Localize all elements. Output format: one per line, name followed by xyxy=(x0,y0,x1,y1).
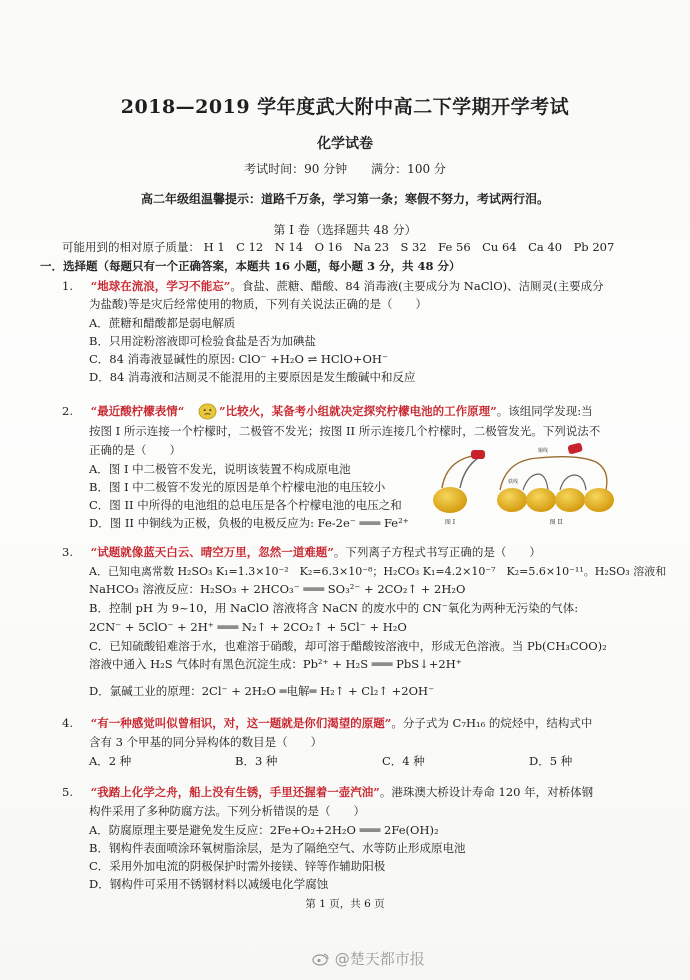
diode-icon xyxy=(471,450,485,459)
exam-title: 2018—2019 学年度武大附中高二下学期开学考试 xyxy=(120,96,570,118)
q3-option-c1: C．已知硫酸铅难溶于水，也难溶于硝酸，却可溶于醋酸铵溶液中，形成无色溶液。当 Pb(CH₃COO)₂ xyxy=(89,639,607,653)
q1-stem-b: 为盐酸)等是灾后经常使用的物质，下列有关说法正确的是（ ） xyxy=(89,297,427,311)
q3-option-b1: B．控制 pH 为 9~10，用 NaClO 溶液将含 NaCN 的废水中的 CN⁻氧化为两种无污染的气体: xyxy=(89,601,579,615)
fig2-label: 图 II xyxy=(549,519,563,526)
question-5 xyxy=(62,785,593,800)
q3-number: 3. xyxy=(62,545,73,559)
q3-option-a1: A．已知电离常数 H₂SO₃ K₁=1.3×10⁻² K₂=6.3×10⁻⁸；H₂CO₃ K₁=4.2×10⁻⁷ K₂=5.6×10⁻¹¹。H₂SO₃ 溶液和 xyxy=(89,565,667,578)
fig1-label: 图 I xyxy=(444,519,456,526)
q2-stem-b: 按图 I 所示连接一个柠檬时，二极管不发光；按图 II 所示连接几个柠檬时，二极管发光。下列说法不 xyxy=(89,424,601,438)
q5-stem-b: 构件采用了多种防腐方法。下列分析错误的是（ ） xyxy=(89,804,365,818)
q2-option-b: B．图 I 中二极管不发光的原因是单个柠檬电池的电压较小 xyxy=(89,480,386,494)
question-1 xyxy=(62,279,604,294)
q5-quote: “我踏上化学之舟，船上没有生锈，手里还握着一壶汽油” xyxy=(90,785,380,799)
subject-title: 化学试卷 xyxy=(317,136,373,152)
diode-icon xyxy=(567,442,583,454)
q4-option-d: D．5 种 xyxy=(529,754,573,768)
q4-stem-a: 。分子式为 C₇H₁₆ 的烷烃中，结构式中 xyxy=(391,716,593,730)
figure-1 xyxy=(433,450,485,526)
lemon-icon xyxy=(555,488,585,512)
q1-stem-a: 。食盐、蔗糖、醋酸、84 消毒液(主要成分为 NaClO)、洁厕灵(主要成分 xyxy=(230,279,604,293)
q1-option-b: B．只用淀粉溶液即可检验食盐是否为加碘盐 xyxy=(89,334,316,348)
q3-option-a2: NaHCO₃ 溶液反应：H₂SO₃ + 2HCO₃⁻ ═══ SO₃²⁻ + 2CO₂↑ + 2H₂O xyxy=(89,582,466,596)
watermark-text: @楚天都市报 xyxy=(334,950,425,968)
question-4 xyxy=(62,716,592,731)
q5-number: 5. xyxy=(62,785,73,799)
q2-option-d: D．图 II 中铜线为正极，负极的电极反应为: Fe-2e⁻ ═══ Fe²⁺ xyxy=(89,516,409,530)
question-3 xyxy=(62,545,541,560)
q5-option-c: C．采用外加电流的阴极保护时需外接镁、锌等作辅助阳极 xyxy=(89,859,386,873)
q3-option-d: D．氯碱工业的原理：2Cl⁻ + 2H₂O ═电解═ H₂↑ + Cl₂↑ +2OH⁻ xyxy=(89,684,435,698)
q1-option-a: A．蔗糖和醋酸都是弱电解质 xyxy=(89,316,236,330)
q5-option-b: B．钢构件表面喷涂环氧树脂涂层，是为了隔绝空气、水等防止形成原电池 xyxy=(89,841,466,855)
lemon-icon xyxy=(497,488,527,512)
lemon-icon xyxy=(526,488,556,512)
q5-stem-a: 。港珠澳大桥设计寿命 120 年，对桥体钢 xyxy=(379,785,594,799)
q1-number: 1. xyxy=(62,279,73,293)
q5-option-d: D．钢构件可采用不锈钢材料以减缓电化学腐蚀 xyxy=(89,877,329,891)
q3-option-b2: 2CN⁻ + 5ClO⁻ + 2H⁺ ═══ N₂↑ + 2CO₂↑ + 5Cl⁻ + H₂O xyxy=(89,620,407,634)
page-footer: 第 1 页，共 6 页 xyxy=(305,898,385,910)
figure-2 xyxy=(497,442,614,526)
q2-stem-c: 正确的是（ ） xyxy=(89,443,181,457)
cu-wire-label: 铜线 xyxy=(538,448,549,454)
q4-option-b: B．3 种 xyxy=(235,754,278,768)
q4-option-a: A．2 种 xyxy=(89,754,132,768)
sour-lemon-emoji-icon xyxy=(198,402,217,421)
q3-option-c2: 溶液中通入 H₂S 气体时有黑色沉淀生成：Pb²⁺ + H₂S ═══ PbS↓+2H⁺ xyxy=(89,657,462,671)
q4-option-c: C．4 种 xyxy=(382,754,425,768)
question-2 xyxy=(62,404,184,419)
atomic-masses: 可能用到的相对原子质量： H 1 C 12 N 14 O 16 Na 23 S 32 Fe 56 Cu 64 Ca 40 Pb 207 xyxy=(62,240,615,254)
q2-quote-b: ”比较火，某备考小组就决定探究柠檬电池的工作原理” xyxy=(219,404,497,418)
weibo-watermark xyxy=(312,948,425,969)
q1-option-c: C．84 消毒液显碱性的原因: ClO⁻ +H₂O ⇌ HClO+OH⁻ xyxy=(89,352,388,366)
fe-wire-label: 铁线 xyxy=(508,479,519,485)
q5-option-a: A．防腐原理主要是避免发生反应：2Fe+O₂+2H₂O ═══ 2Fe(OH)₂ xyxy=(89,823,439,837)
q2-number: 2. xyxy=(62,404,73,418)
volume-heading: 第 I 卷（选择题共 48 分） xyxy=(273,223,417,237)
q2-option-a: A．图 I 中二极管不发光，说明该装置不构成原电池 xyxy=(89,462,351,476)
exam-time-info: 考试时间：90 分钟 满分：100 分 xyxy=(244,162,446,176)
q1-quote: “地球在流浪，学习不能忘” xyxy=(90,279,231,293)
warm-tip: 高二年级组温馨提示：道路千万条，学习第一条；寒假不努力，考试两行泪。 xyxy=(140,192,549,206)
q2-stem-line1 xyxy=(219,404,593,419)
q3-quote: “试题就像蓝天白云、晴空万里，忽然一道难题” xyxy=(90,545,334,559)
weibo-logo-icon xyxy=(312,952,330,966)
q4-number: 4. xyxy=(62,716,73,730)
q2-option-c: C．图 II 中所得的电池组的总电压是各个柠檬电池的电压之和 xyxy=(89,498,402,512)
q1-option-d: D．84 消毒液和洁厕灵不能混用的主要原因是发生酸碱中和反应 xyxy=(89,370,416,384)
q3-stem: 。下列离子方程式书写正确的是（ ） xyxy=(333,545,541,559)
section-heading: 一．选择题（每题只有一个正确答案，本题共 16 小题，每小题 3 分，共 48 分） xyxy=(40,259,461,273)
q2-quote-a: “最近酸柠檬表情“ xyxy=(90,404,185,418)
q4-stem-b: 含有 3 个甲基的同分异构体的数目是（ ） xyxy=(89,735,323,749)
lemon-icon xyxy=(584,488,614,512)
q2-stem-a: 。该组同学发现:当 xyxy=(496,404,593,418)
lemon-icon xyxy=(433,487,467,513)
q4-quote: “有一种感觉叫似曾相识，对，这一题就是你们渴望的原题” xyxy=(90,716,392,730)
lemon-battery-figure xyxy=(428,440,618,528)
